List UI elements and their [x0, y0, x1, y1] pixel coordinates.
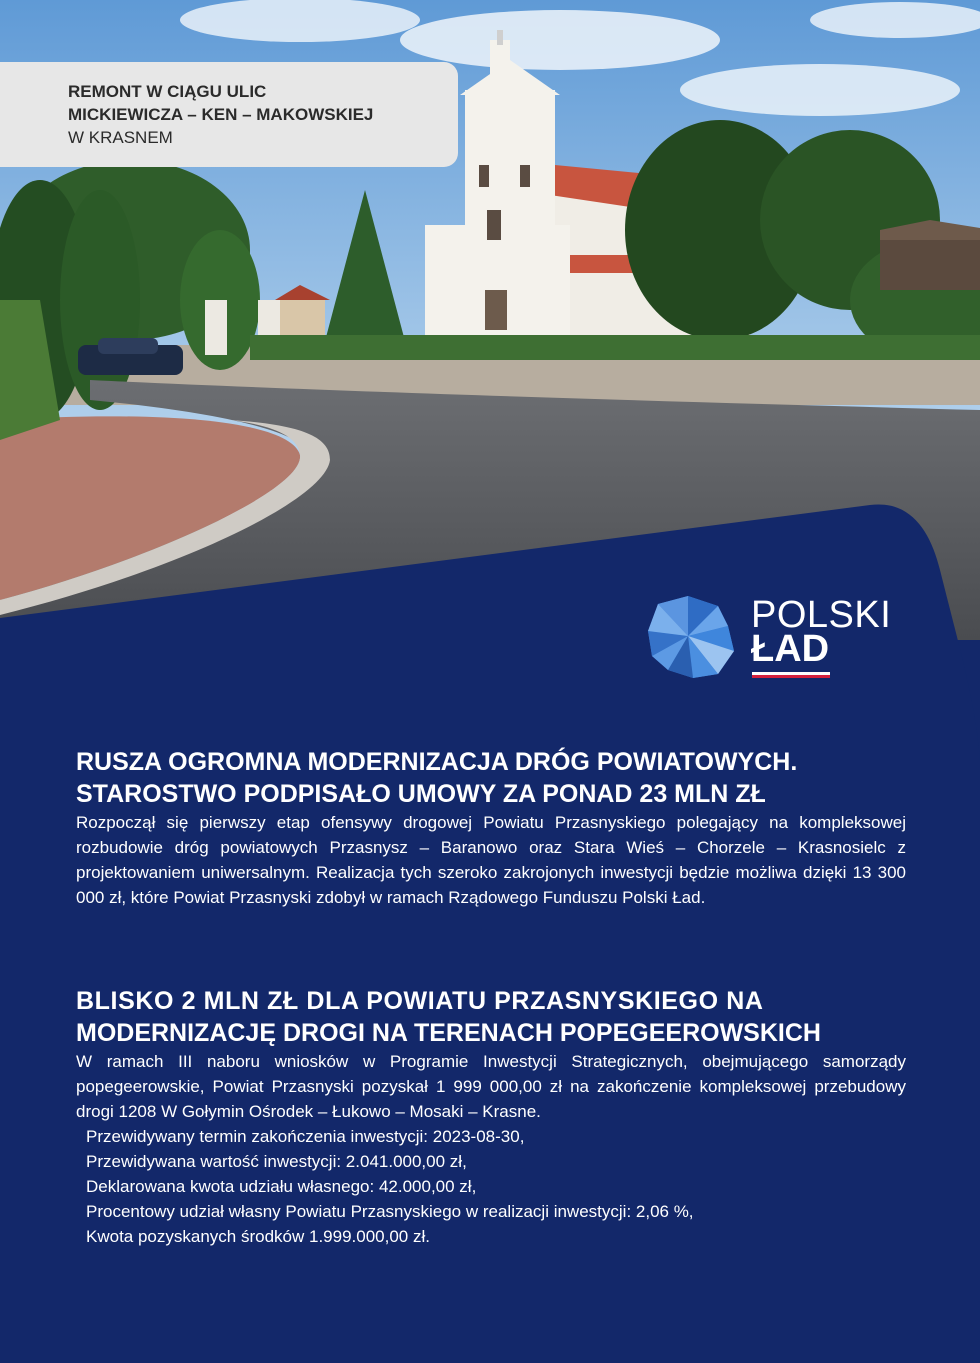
section-modernizacja	[76, 746, 906, 910]
section1-body: Rozpoczął się pierwszy etap ofensywy drogowej Powiatu Przasnyskiego polegający na kompleksowej rozbudowie dróg powiatowych Przasnysz – Baranowo oraz Stara Wieś – Chorzele – Krasnosielc z projektowaniem uniwersalnym. Realizacja tych szeroko zakrojonych inwestycji będzie możliwa dzięki 13 300 000 zł, które Powiat Przasnyski zdobył w ramach Rządowego Funduszu Polski Ład.	[76, 813, 906, 907]
polski-lad-logo	[648, 592, 898, 692]
detail-item: Kwota pozyskanych środków 1.999.000,00 zł.	[86, 1227, 430, 1246]
logo-word-lad: ŁAD	[751, 628, 830, 670]
detail-item: Przewidywany termin zakończenia inwestycji: 2023-08-30,	[86, 1127, 525, 1146]
logo-stripe-red	[752, 675, 830, 678]
caption-line-2: MICKIEWICZA – KEN – MAKOWSKIEJ	[68, 105, 374, 124]
detail-item: Przewidywana wartość inwestycji: 2.041.000,00 zł,	[86, 1152, 467, 1171]
section1-heading-line1: RUSZA OGROMNA MODERNIZACJA DRÓG POWIATOWYCH.	[76, 748, 798, 776]
logo-word-polski: POLSKI	[751, 594, 892, 636]
detail-item: Deklarowana kwota udziału własnego: 42.000,00 zł,	[86, 1177, 477, 1196]
detail-item: Procentowy udział własny Powiatu Przasnyskiego w realizacji inwestycji: 2,06 %,	[86, 1202, 694, 1221]
investment-details-list	[86, 1124, 906, 1249]
section2-heading-line1: BLISKO 2 MLN ZŁ DLA POWIATU PRZASNYSKIEGO NA	[76, 987, 764, 1015]
section2-heading-line2: MODERNIZACJĘ DROGI NA TERENACH POPEGEEROWSKICH	[76, 1019, 821, 1047]
caption-line-3: W KRASNEM	[68, 128, 173, 147]
caption-line-1: REMONT W CIĄGU ULIC	[68, 82, 267, 101]
section-popegeerowskie	[76, 985, 906, 1249]
poland-map-icon	[648, 596, 736, 678]
section1-heading-line2: STAROSTWO PODPISAŁO UMOWY ZA PONAD 23 MLN ZŁ	[76, 780, 766, 808]
section2-body: W ramach III naboru wniosków w Programie Inwestycji Strategicznych, obejmującego samorządy popegeerowskie, Powiat Przasnyski pozyskał 1 999 000,00 zł na zakończenie kompleksowej przebudowy drogi 1208 W Gołymin Ośrodek – Łukowo – Mosaki – Krasne.	[76, 1052, 906, 1121]
